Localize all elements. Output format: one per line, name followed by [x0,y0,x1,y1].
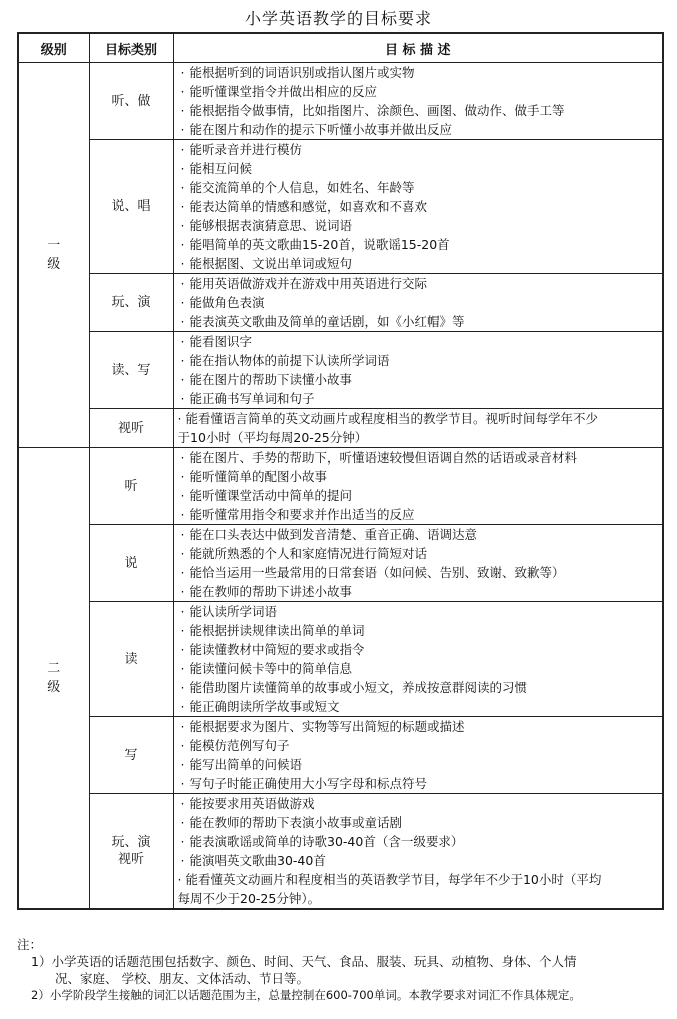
list-item: · 能正确书写单词和句子 [180,391,315,406]
list-item: · 能恰当运用一些最常用的日常套语（如问候、告别、致谢、致歉等） [180,565,565,580]
table-row [18,332,663,409]
list-item: · 能模仿范例写句子 [180,738,290,753]
list-item: · 能表达简单的情感和感觉，如喜欢和不喜欢 [180,199,428,214]
list-item: · 能根据拼读规律读出简单的单词 [180,623,365,638]
header-description: 目 标 描 述 [173,33,663,63]
list-item: · 能做角色表演 [180,295,265,310]
level-2-cell: 二 级 [18,448,89,910]
list-item: · 能根据听到的词语识别或指认图片或实物 [180,65,415,80]
list-item: · 能听懂课堂指令并做出相应的反应 [180,84,378,99]
category-cell: 说、唱 [89,140,173,274]
category-cell: 听、做 [89,63,173,140]
list-item: · 能听录音并进行模仿 [180,142,303,157]
paragraph-line: 每周不少于20-25分钟）。 [177,891,321,906]
category-cell: 说 [89,525,173,602]
description-cell [173,794,663,910]
table-row [18,448,663,525]
category-cell: 玩、演 [89,274,173,332]
header-category: 目标类别 [89,33,173,63]
list-item: · 能根据指令做事情，比如指图片、涂颜色、画图、做动作、做手工等 [180,103,565,118]
list-item: · 能在图片的帮助下读懂小故事 [180,372,353,387]
category-cell: 写 [89,717,173,794]
list-item: · 能借助图片读懂简单的故事或小短文，养成按意群阅读的习惯 [180,680,528,695]
list-item: · 能写出简单的问候语 [180,757,303,772]
list-item: · 能够根据表演猜意思、说词语 [180,218,353,233]
description-cell [173,525,663,602]
page-title: 小学英语教学的目标要求 [244,9,432,28]
note-1-line-1: 1）小学英语的话题范围包括数字、颜色、时间、天气、食品、服装、玩具、动植物、身体、个人情 [31,954,577,969]
list-item: · 能在口头表达中做到发音清楚、重音正确、语调达意 [180,527,478,542]
list-item: · 能在教师的帮助下讲述小故事 [180,584,353,599]
category-cell: 读 [89,602,173,717]
list-item: · 能在教师的帮助下表演小故事或童话剧 [180,815,403,830]
paragraph-line: · 能看懂英文动画片和程度相当的英语教学节目，每学年不少于10小时（平均 [177,872,602,887]
list-item: · 能交流简单的个人信息，如姓名、年龄等 [180,180,415,195]
description-cell [173,717,663,794]
paragraph-line: · 能看懂语言简单的英文动画片或程度相当的教学节目。视听时间每学年不少 [177,411,598,426]
list-item: · 能正确朗读所学故事或短文 [180,699,340,714]
table-row [18,794,663,910]
list-item: · 能根据图、文说出单词或短句 [180,256,353,271]
table-row [18,525,663,602]
header-level: 级别 [18,33,89,63]
table-row [18,602,663,717]
description-cell [173,274,663,332]
notes-heading: 注： [17,937,43,952]
table-row [18,140,663,274]
list-item: · 能表演歌谣或简单的诗歌30-40首（含一级要求） [180,834,464,849]
description-cell [173,140,663,274]
table-row [18,274,663,332]
list-item: · 能在图片和动作的提示下听懂小故事并做出反应 [180,122,453,137]
list-item: · 能唱简单的英文歌曲15-20首，说歌谣15-20首 [180,237,450,252]
notes-section [17,936,667,1004]
category-cell: 读、写 [89,332,173,409]
list-item: · 能表演英文歌曲及简单的童话剧，如《小红帽》等 [180,314,465,329]
table-header-row [18,33,663,63]
category-cell: 玩、演 视听 [89,794,173,910]
list-item: · 能看图识字 [180,334,253,349]
note-1-line-2: 况、家庭、 学校、朋友、文体活动、节日等。 [55,971,309,986]
list-item: · 能认读所学词语 [180,604,278,619]
list-item: · 能听懂简单的配图小故事 [180,469,328,484]
list-item: · 能就所熟悉的个人和家庭情况进行简短对话 [180,546,428,561]
list-item: · 能读懂教材中简短的要求或指令 [180,642,365,657]
category-cell: 视听 [89,409,173,448]
list-item: · 能演唱英文歌曲30-40首 [180,853,326,868]
description-cell [173,602,663,717]
list-item: · 能按要求用英语做游戏 [180,796,315,811]
description-cell [173,448,663,525]
list-item: · 能读懂问候卡等中的简单信息 [180,661,353,676]
table-row [18,63,663,140]
description-cell [173,409,663,448]
description-cell [173,332,663,409]
list-item: · 能根据要求为图片、实物等写出简短的标题或描述 [180,719,465,734]
category-cell: 听 [89,448,173,525]
list-item: · 能听懂常用指令和要求并作出适当的反应 [180,507,415,522]
list-item: · 能在指认物体的前提下认读所学词语 [180,353,390,368]
list-item: · 能在图片、手势的帮助下，听懂语速较慢但语调自然的话语或录音材料 [180,450,578,465]
description-cell [173,63,663,140]
goals-table [17,32,664,910]
list-item: · 能听懂课堂活动中简单的提问 [180,488,353,503]
paragraph-line: 于10小时（平均每周20-25分钟） [177,430,368,445]
list-item: · 能相互问候 [180,161,253,176]
table-row [18,409,663,448]
list-item: · 能用英语做游戏并在游戏中用英语进行交际 [180,276,428,291]
level-1-cell: 一 级 [18,63,89,448]
table-row [18,717,663,794]
list-item: · 写句子时能正确使用大小写字母和标点符号 [180,776,428,791]
note-2: 2）小学阶段学生接触的词汇以话题范围为主，总量控制在600-700单词。本教学要求对词汇不作具体规定。 [31,988,581,1002]
